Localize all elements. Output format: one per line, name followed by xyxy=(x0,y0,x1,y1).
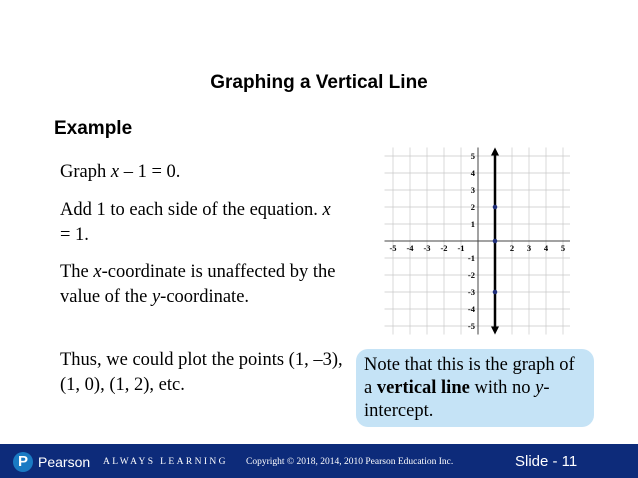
variable-y: y xyxy=(535,378,544,398)
arrow-up-icon xyxy=(491,148,499,156)
plotted-point xyxy=(493,290,498,295)
plotted-point xyxy=(493,239,498,244)
axes xyxy=(385,148,571,335)
y-tick-label: -4 xyxy=(467,304,475,314)
x-tick-label: 5 xyxy=(560,243,566,253)
copyright: Copyright © 2018, 2014, 2010 Pearson Education Inc. xyxy=(246,457,454,467)
y-tick-label: 3 xyxy=(470,185,475,195)
y-tick-label: 5 xyxy=(470,151,475,161)
x-tick-label: 3 xyxy=(526,243,532,253)
y-tick-label: -2 xyxy=(467,270,475,280)
y-tick-label: 4 xyxy=(470,168,475,178)
x-tick-label: -5 xyxy=(389,243,397,253)
text: Add 1 to each side of the equation. xyxy=(60,200,323,220)
example-heading: Example xyxy=(54,118,133,139)
paragraph-x-unaffected xyxy=(60,260,345,310)
slide-title: Graphing a Vertical Line xyxy=(210,72,428,93)
y-tick-label: -1 xyxy=(467,253,475,263)
text: The xyxy=(60,262,94,282)
paragraph-graph-equation xyxy=(60,160,345,185)
variable-x: x xyxy=(322,200,331,220)
y-tick-label: 1 xyxy=(470,219,475,229)
plotted-point xyxy=(493,205,498,210)
brand-name: Pearson xyxy=(38,454,91,470)
x-tick-label: -2 xyxy=(440,243,448,253)
note-text: Note that this is the graph of a xyxy=(364,355,575,398)
slide-number: Slide - 11 xyxy=(515,453,578,470)
text: Graph xyxy=(60,162,111,182)
note-text: -intercept. xyxy=(364,378,550,421)
text: -coordinate. xyxy=(160,287,250,307)
variable-x: x xyxy=(110,162,120,182)
y-tick-label: -5 xyxy=(467,321,475,331)
text: = 1. xyxy=(60,225,89,245)
y-tick-label: 2 xyxy=(470,202,475,212)
x-tick-label: -3 xyxy=(423,243,431,253)
paragraph-add-one xyxy=(60,198,345,248)
variable-x: x xyxy=(93,262,102,282)
y-tick-label: -3 xyxy=(467,287,475,297)
variable-y: y xyxy=(151,287,161,307)
footer-bar xyxy=(0,444,638,478)
text: – 1 = 0. xyxy=(119,162,181,182)
note-text: with no xyxy=(469,378,536,398)
pearson-logo-icon: P xyxy=(13,452,33,472)
paragraph-plot-points: Thus, we could plot the points (1, –3), (1, 0), (1, 2), etc. xyxy=(60,350,343,395)
arrow-down-icon xyxy=(491,327,499,335)
text: -coordinate is unaffected by the value of the xyxy=(60,262,336,307)
x-tick-label: -4 xyxy=(406,243,414,253)
x-tick-label: -1 xyxy=(457,243,465,253)
x-tick-label: 2 xyxy=(509,243,515,253)
coordinate-graph xyxy=(380,145,570,339)
note-emphasis: vertical line xyxy=(376,378,470,398)
note-callout xyxy=(356,349,594,427)
x-tick-label: 4 xyxy=(543,243,549,253)
tagline: ALWAYS LEARNING xyxy=(103,457,228,467)
